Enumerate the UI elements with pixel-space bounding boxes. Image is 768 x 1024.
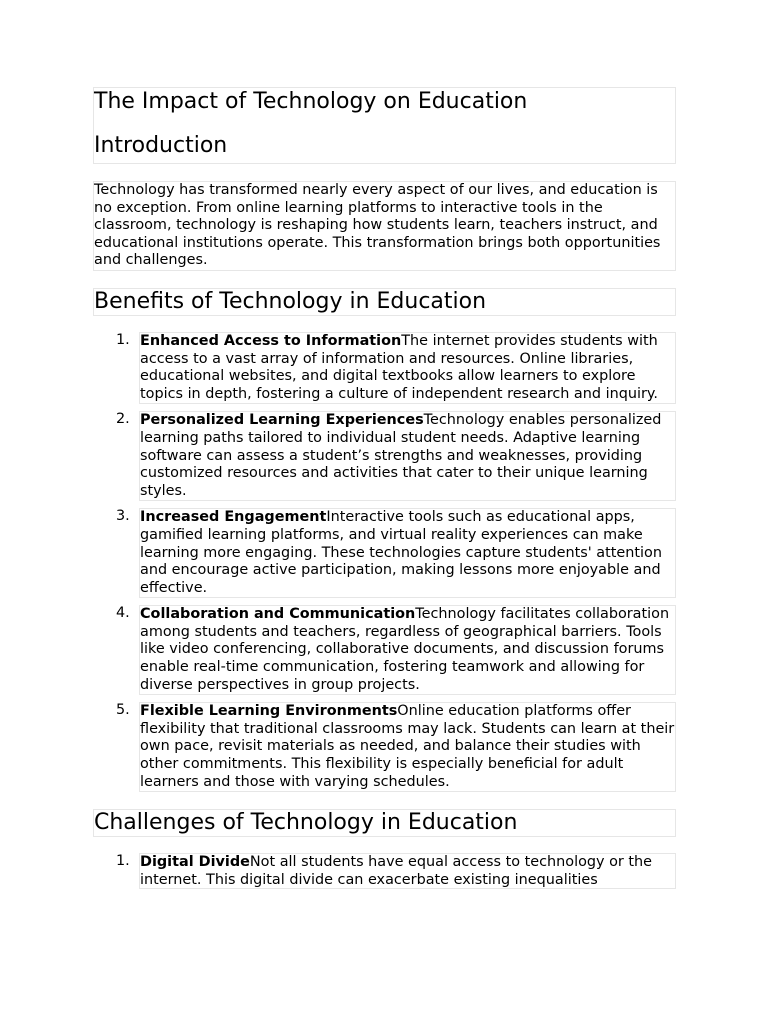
benefits-list — [93, 332, 676, 792]
item-title: Enhanced Access to Information — [140, 332, 402, 349]
list-item-body — [139, 508, 676, 598]
document-title: The Impact of Technology on Education — [94, 89, 528, 114]
item-text: The internet provides students with access to a vast array of information and resources. Online libraries, educational websites, and digital textbooks allow learners to explore topics in depth, fostering a culture of independent research and inquiry. — [140, 332, 658, 402]
intro-heading: Introduction — [94, 133, 228, 158]
item-title: Increased Engagement — [140, 509, 327, 526]
item-text: Not all students have equal access to technology or the internet. This digital divide can exacerbate existing inequalities — [140, 854, 653, 888]
list-number: 2. — [116, 411, 130, 428]
list-item-body — [139, 702, 676, 792]
list-number: 3. — [116, 508, 130, 525]
list-item-body — [139, 411, 676, 501]
list-item — [93, 605, 676, 695]
list-number: 1. — [116, 853, 130, 870]
item-title: Flexible Learning Environments — [140, 703, 398, 720]
item-title: Digital Divide — [140, 854, 250, 871]
list-item — [93, 853, 676, 889]
list-item-body — [139, 605, 676, 695]
list-item — [93, 702, 676, 792]
document-page — [93, 87, 676, 896]
challenges-list — [93, 853, 676, 889]
list-item-body — [139, 332, 676, 404]
item-text: Technology enables personalized learning paths tailored to individual student needs. Adaptive learning software can assess a student’s strengths and weaknesses, providing customized resources and activities that cater to their unique learning styles. — [140, 412, 662, 499]
list-number: 5. — [116, 702, 130, 719]
challenges-heading: Challenges of Technology in Education — [93, 809, 676, 837]
item-text: Interactive tools such as educational apps, gamified learning platforms, and virtual reality experiences can make learning more engaging. These technologies capture students' attention and encourage active participation, making lessons more enjoyable and effective. — [140, 509, 662, 596]
item-text: Online education platforms offer flexibility that traditional classrooms may lack. Students can learn at their own pace, revisit materials as needed, and balance their studies with other commitments. This flexibility is especially beneficial for adult learners and those with varying schedules. — [140, 703, 675, 790]
list-item — [93, 508, 676, 598]
list-item — [93, 332, 676, 404]
list-number: 4. — [116, 605, 130, 622]
intro-paragraph: Technology has transformed nearly every aspect of our lives, and education is no exception. From online learning platforms to interactive tools in the classroom, technology is reshaping how students learn, teachers instruct, and educational institutions operate. This transformation brings both opportunities and challenges. — [93, 181, 676, 271]
title-block — [93, 87, 676, 164]
list-item-body — [139, 853, 676, 889]
benefits-heading: Benefits of Technology in Education — [93, 288, 676, 316]
item-title: Collaboration and Communication — [140, 606, 416, 623]
list-number: 1. — [116, 331, 130, 348]
item-text: Technology facilitates collaboration among students and teachers, regardless of geographical barriers. Tools like video conferencing, collaborative documents, and discussion forums enable real-time communication, fostering teamwork and allowing for diverse perspectives in group projects. — [140, 606, 670, 693]
item-title: Personalized Learning Experiences — [140, 412, 424, 429]
list-item — [93, 411, 676, 501]
